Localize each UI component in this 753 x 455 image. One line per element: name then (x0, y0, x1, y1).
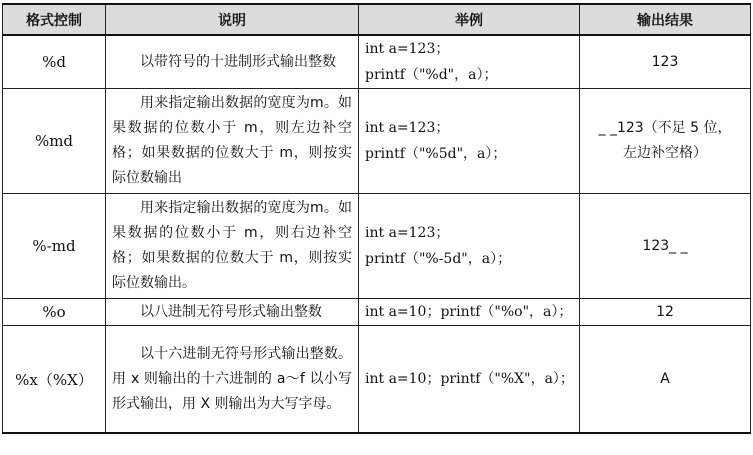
description-text: 以十六进制无符号形式输出整数。用 x 则输出的十六进制的 a～f 以小写形式输出，用 X 则输出为大写字母。 (112, 345, 352, 412)
header-description: 说明 (106, 4, 359, 35)
example-cell (359, 299, 580, 326)
header-example: 举例 (359, 4, 580, 35)
description-cell (106, 326, 359, 434)
description-text: 用来指定输出数据的宽度为m。如果数据的位数小于 m，则左边补空格；如果数据的位数大于 m，则按实际位数输出 (112, 95, 352, 186)
table-row (3, 299, 751, 326)
result-cell (580, 326, 751, 434)
example-cell (359, 326, 580, 434)
header-output-result: 输出结果 (580, 4, 751, 35)
format-cell: %x（%X） (3, 326, 106, 434)
result-line: 左边补空格） (623, 145, 707, 161)
result-line: 123 (651, 53, 679, 70)
example-line: printf（"%d"，a）； (365, 67, 498, 83)
result-cell (580, 299, 751, 326)
example-line: int a=10；printf（"%o"，a）； (365, 304, 573, 320)
example-cell (359, 35, 580, 89)
table-row (3, 89, 751, 194)
example-line: int a=123； (365, 41, 450, 57)
example-line: int a=123； (365, 225, 450, 241)
example-line: printf（"%-5d"，a）； (365, 251, 512, 267)
description-cell (106, 299, 359, 326)
example-cell (359, 194, 580, 299)
format-cell: %o (3, 299, 106, 326)
result-cell (580, 89, 751, 194)
description-text: 以带符号的十进制形式输出整数 (140, 53, 336, 70)
result-line: _ _123（不足 5 位， (598, 120, 732, 136)
description-cell (106, 194, 359, 299)
format-cell: %d (3, 35, 106, 89)
result-line: 12 (656, 303, 674, 320)
description-cell (106, 89, 359, 194)
result-line: 123_ _ (642, 237, 688, 254)
description-cell (106, 35, 359, 89)
header-format-control: 格式控制 (3, 4, 106, 35)
table-row (3, 194, 751, 299)
format-cell: %-md (3, 194, 106, 299)
example-line: int a=123； (365, 120, 450, 136)
result-cell (580, 194, 751, 299)
table-row (3, 35, 751, 89)
table-row (3, 326, 751, 434)
example-cell (359, 89, 580, 194)
format-spec-table (2, 3, 751, 434)
result-line: A (660, 370, 670, 387)
example-line: printf（"%5d"，a）； (365, 146, 507, 162)
description-text: 用来指定输出数据的宽度为m。如果数据的位数小于 m，则右边补空格；如果数据的位数大于 m，则按实际位数输出。 (112, 200, 352, 291)
example-line: int a=10；printf（"%X"，a）； (365, 371, 574, 387)
result-cell (580, 35, 751, 89)
table-header-row (3, 4, 751, 35)
format-cell: %md (3, 89, 106, 194)
description-text: 以八进制无符号形式输出整数 (140, 303, 322, 320)
